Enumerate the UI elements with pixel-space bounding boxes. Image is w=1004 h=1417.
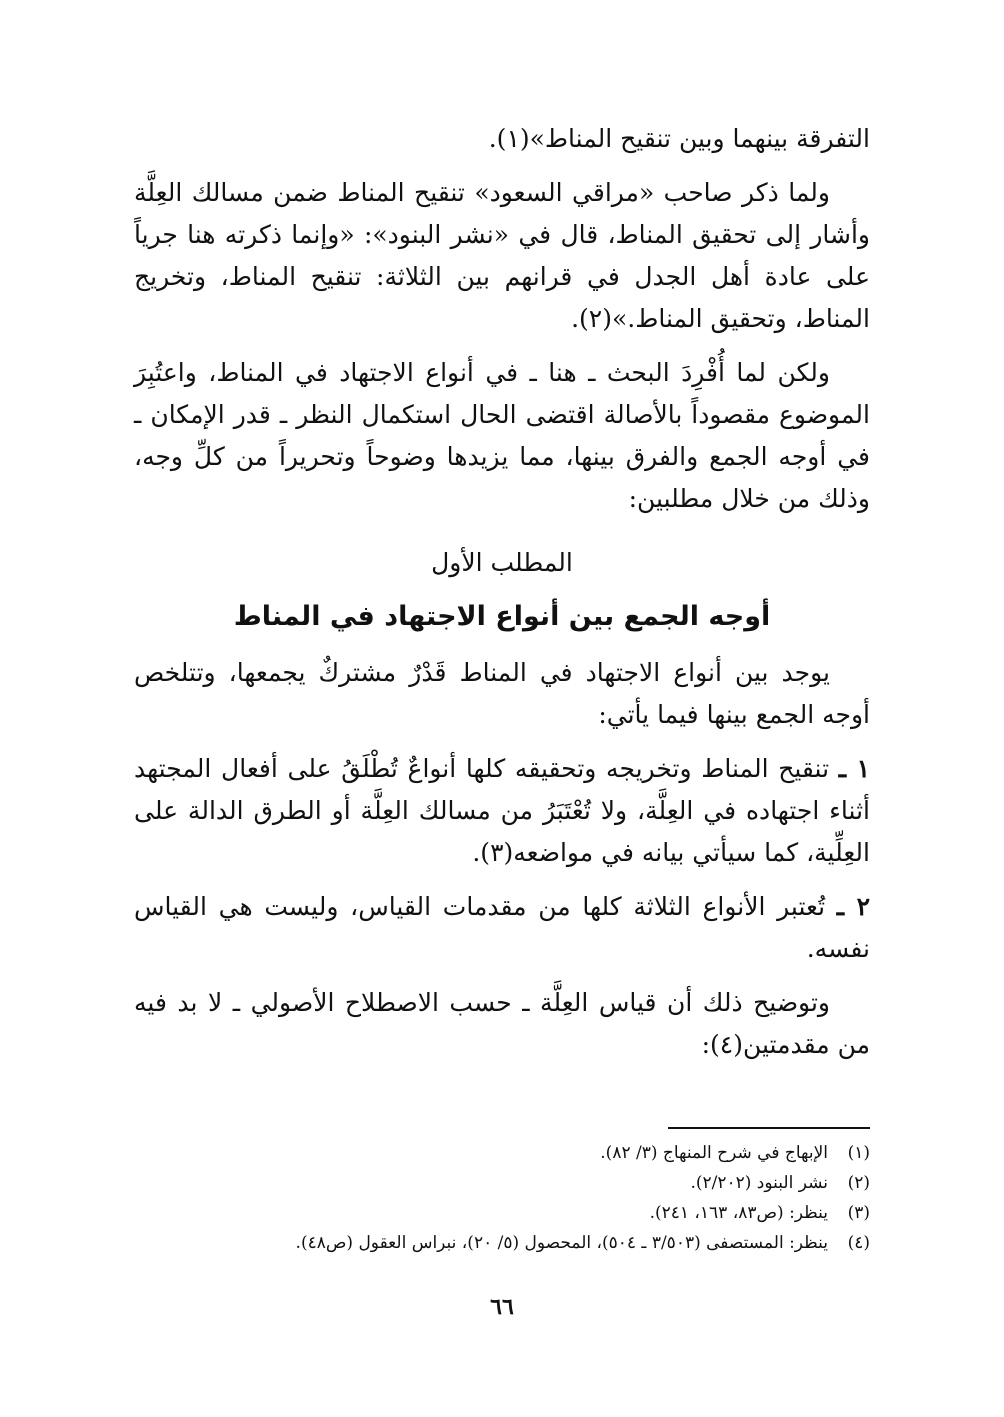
list-text-1: تنقيح المناط وتخريجه وتحقيقه كلها أنواعٌ تُطْلَقُ على أفعال المجتهد أثناء اجتهاده في العِلَّة، ولا تُعْتَبَرُ من مسالك العِلَّة أو الطرق الدالة على العِلِّية، كما سيأتي بيانه في مواضعه(٣).	[134, 754, 870, 867]
list-number-1: ١ ـ	[838, 754, 871, 783]
main-text	[134, 118, 870, 1078]
footnote-text: ينظر: المستصفى (٣/٥٠٣ ـ ٥٠٤)، المحصول (٥/ ٢٠)، نبراس العقول (ص٤٨).	[295, 1233, 828, 1253]
footnote-marker: (٣)	[847, 1203, 870, 1223]
list-text-2: تُعتبر الأنواع الثلاثة كلها من مقدمات القياس، وليست هي القياس نفسه.	[134, 892, 870, 963]
section-heading: أوجه الجمع بين أنواع الاجتهاد في المناط	[233, 601, 771, 632]
paragraph-common-aspects: يوجد بين أنواع الاجتهاد في المناط قَدْرٌ مشتركٌ يجمعها، وتتلخص أوجه الجمع بينها فيما يأتي:	[134, 658, 870, 729]
footnote-marker: (٤)	[847, 1233, 870, 1253]
footnote-text: نشر البنود (٢/٢٠٢).	[690, 1173, 828, 1193]
footnotes	[134, 1138, 870, 1258]
footnote-marker: (١)	[847, 1143, 870, 1163]
paragraph-maraqi-alsuud: ولما ذكر صاحب «مراقي السعود» تنقيح المناط ضمن مسالك العِلَّة وأشار إلى تحقيق المناط، قال في «نشر البنود»: «وإنما ذكرته هنا جرياً على عادة أهل الجدل في قرانهم بين الثلاثة: تنقيح المناط، وتخريج المناط، وتحقيق المناط.»(٢).	[134, 178, 870, 333]
footnote-1	[134, 1138, 870, 1168]
footnote-3	[134, 1198, 870, 1228]
footnote-2	[134, 1168, 870, 1198]
list-item-2	[134, 886, 870, 970]
list-item-1	[134, 748, 870, 874]
footnote-marker: (٢)	[847, 1173, 870, 1193]
paragraph-continuation: التفرقة بينهما وبين تنقيح المناط»(١).	[488, 124, 870, 153]
paragraph-two-sections: ولكن لما أُفْرِدَ البحث ـ هنا ـ في أنواع الاجتهاد في المناط، واعتُبِرَ الموضوع مقصوداً بالأصالة اقتضى الحال استكمال النظر ـ قدر الإمكان ـ في أوجه الجمع والفرق بينها، مما يزيدها وضوحاً وتحريراً من كلِّ وجه، وذلك من خلال مطلبين:	[134, 358, 870, 513]
paragraph-clarification: وتوضيح ذلك أن قياس العِلَّة ـ حسب الاصطلاح الأصولي ـ لا بد فيه من مقدمتين(٤):	[134, 988, 870, 1059]
footnote-4	[134, 1228, 870, 1258]
footnote-divider	[668, 1127, 870, 1129]
section-title: المطلب الأول	[431, 548, 573, 577]
footnote-text: الإبهاج في شرح المنهاج (٣/ ٨٢).	[600, 1143, 828, 1163]
footnote-text: ينظر: (ص٨٣، ١٦٣، ٢٤١).	[649, 1203, 828, 1223]
list-number-2: ٢ ـ	[836, 892, 870, 921]
page-number: ٦٦	[490, 1294, 514, 1320]
